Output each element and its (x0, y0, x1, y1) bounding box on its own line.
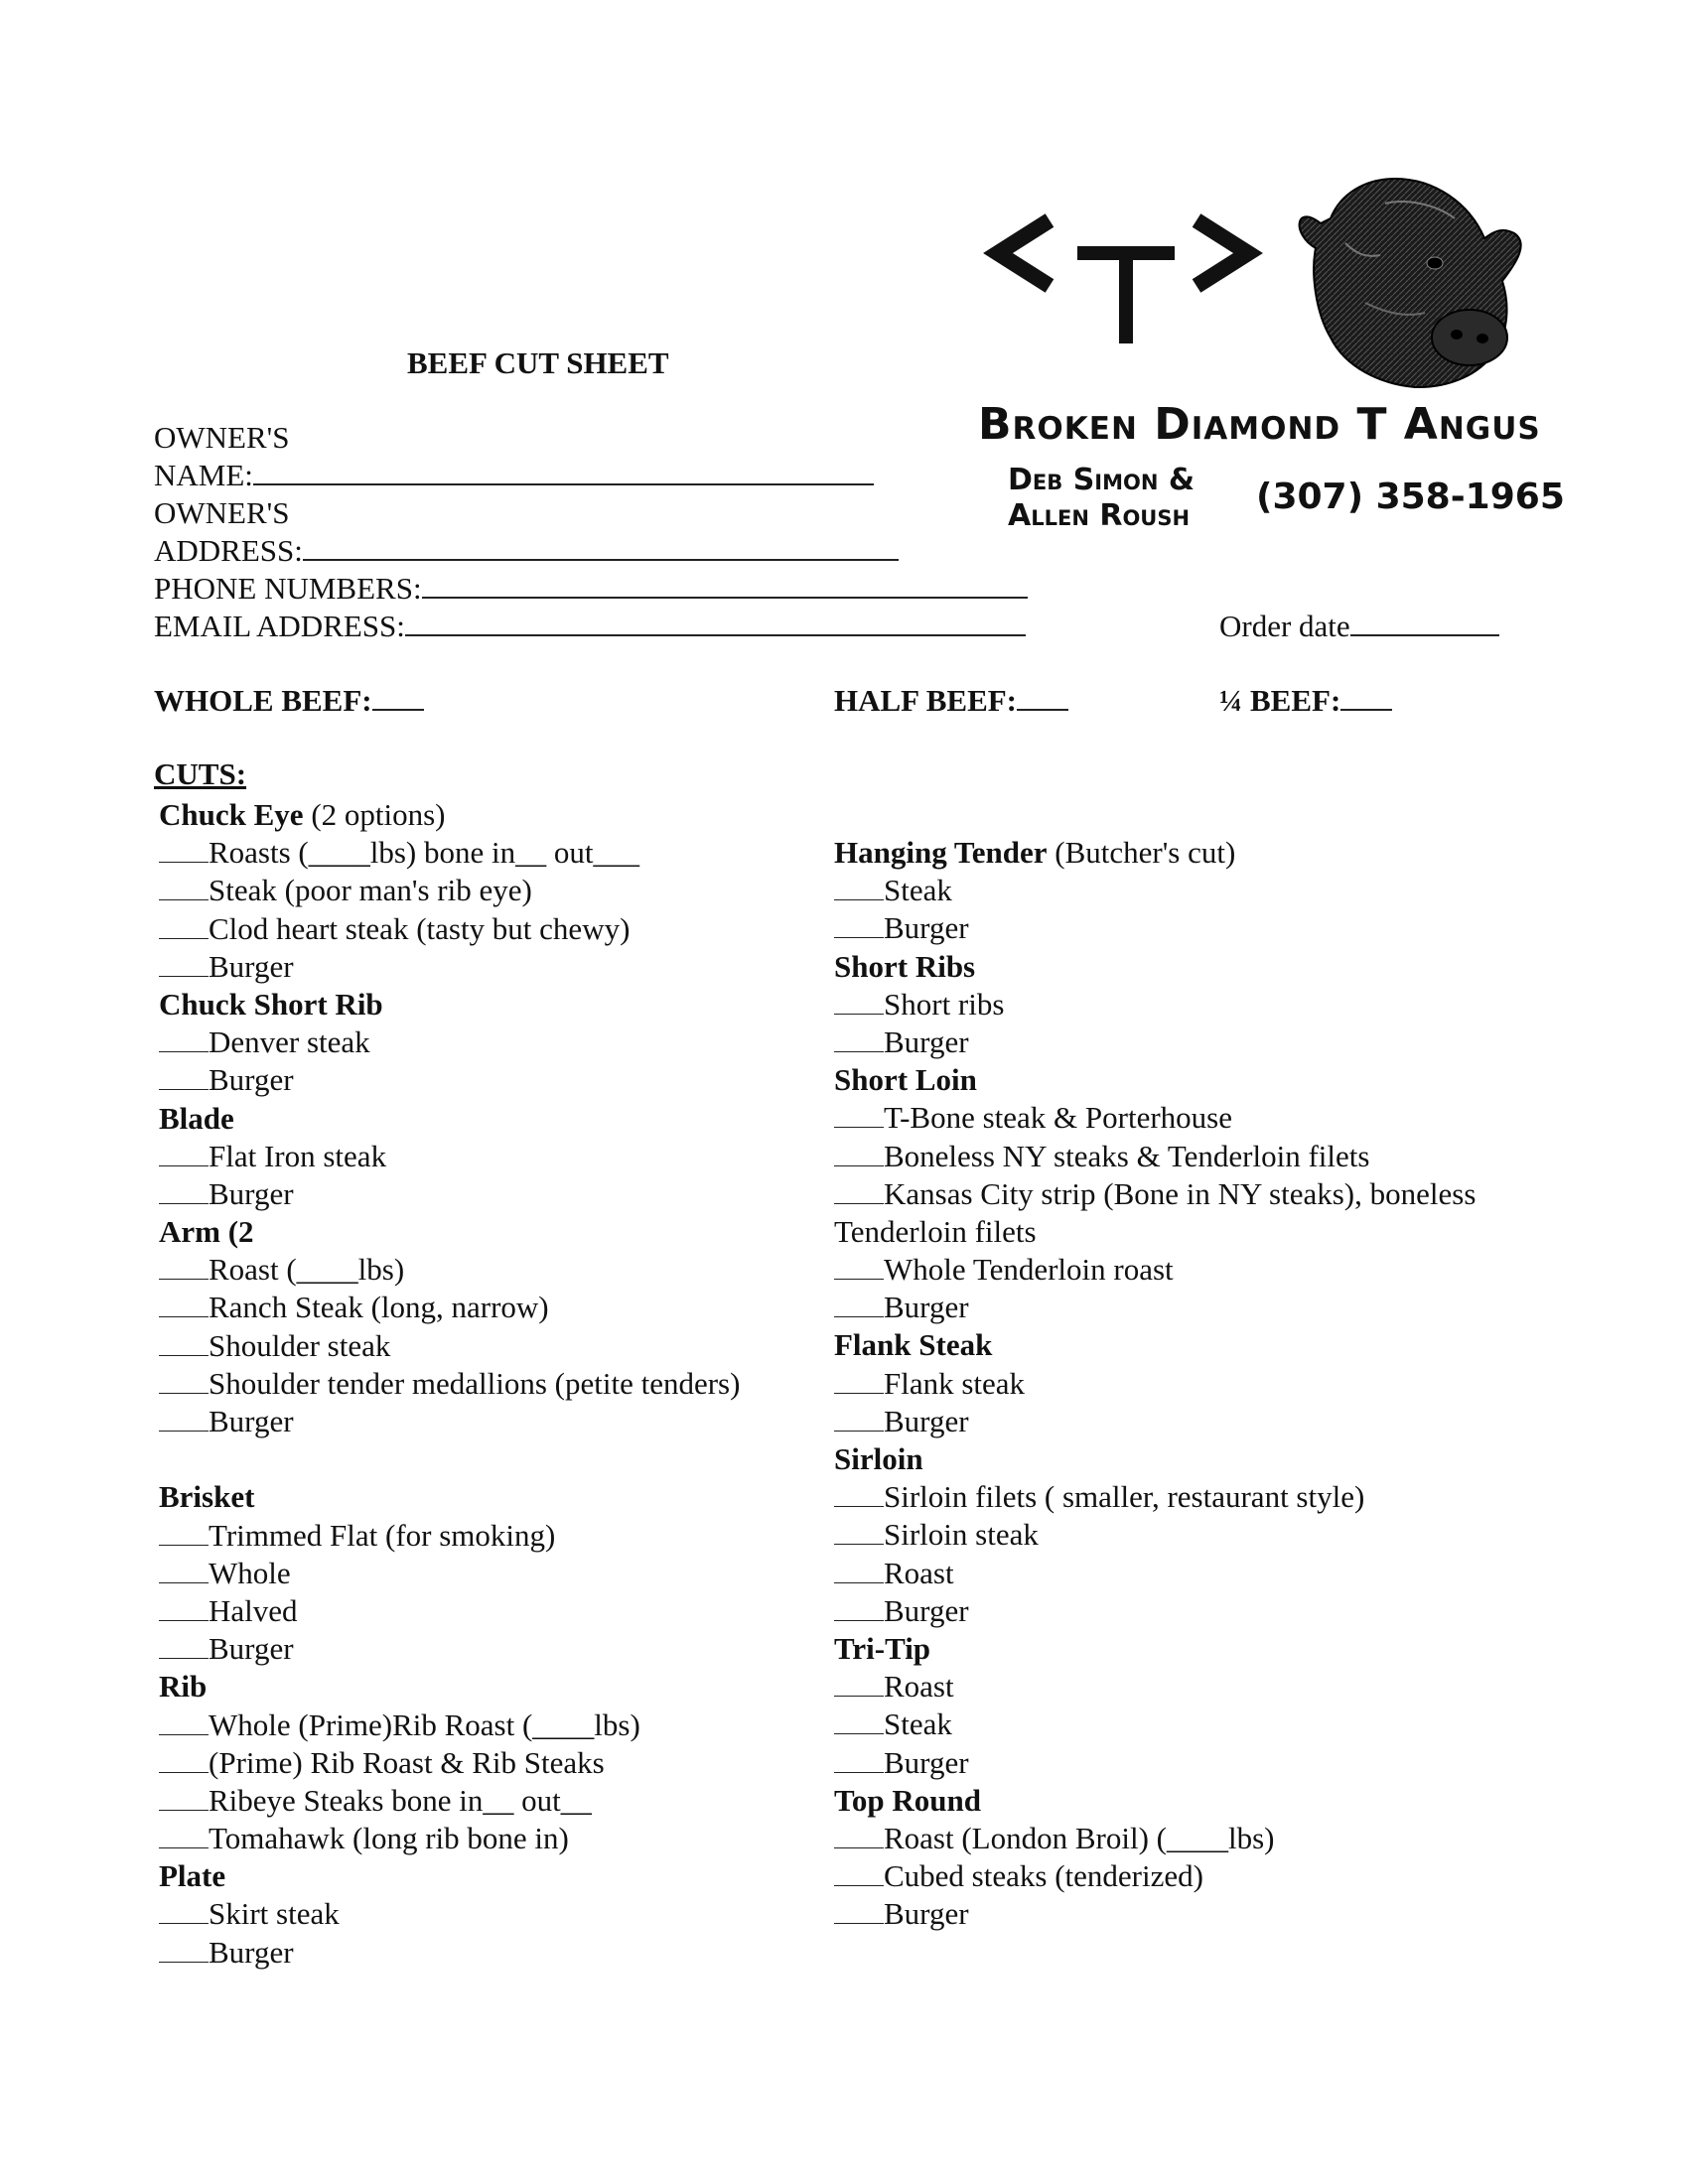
email-input[interactable] (405, 609, 1026, 636)
owner-address-field[interactable] (154, 532, 899, 570)
cuts-right-column (834, 834, 1476, 1933)
cut-option-blank[interactable] (159, 874, 209, 900)
section-label: Plate (159, 1858, 226, 1894)
cut-option-blank[interactable] (159, 1253, 209, 1280)
cut-option-label: (Prime) Rib Roast & Rib Steaks (209, 1744, 605, 1780)
cut-option-label: Sirloin steak (884, 1517, 1039, 1553)
section-note: (2 options) (303, 797, 446, 832)
cut-option-label: Whole Tenderloin roast (884, 1252, 1174, 1288)
brand-name: Broken Diamond T Angus (978, 399, 1541, 450)
owner-address-input[interactable] (303, 533, 899, 561)
cut-option-blank[interactable] (834, 874, 884, 900)
cut-option-label: Boneless NY steaks & Tenderloin filets (884, 1138, 1370, 1173)
email-field[interactable] (154, 608, 1026, 645)
section-label: Short Ribs (834, 948, 976, 984)
cut-section-heading (159, 1100, 740, 1138)
owner-address-label-line1: OWNER'S (154, 495, 290, 530)
brand-logo-icon (978, 189, 1276, 357)
cut-option-label: Flat Iron steak (209, 1138, 387, 1173)
cut-option-blank[interactable] (834, 1140, 884, 1166)
cut-section-heading (834, 948, 1476, 986)
cut-option-item[interactable] (159, 1555, 740, 1592)
cut-option-blank[interactable] (834, 1480, 884, 1507)
cut-option-blank[interactable] (834, 1859, 884, 1886)
cut-option-blank[interactable] (159, 1784, 209, 1811)
owner-name-label: NAME: (154, 458, 253, 492)
cow-head-icon (1286, 164, 1534, 392)
cut-option-blank[interactable] (159, 1177, 209, 1204)
cut-option-label: Whole (Prime)Rib Roast (____lbs) (209, 1706, 640, 1742)
cut-option-label: Denver steak (209, 1024, 370, 1060)
cut-option-item[interactable] (159, 1289, 740, 1326)
cut-option-label: Burger (884, 1290, 969, 1325)
cut-option-blank[interactable] (834, 1746, 884, 1773)
cut-option-blank[interactable] (834, 1670, 884, 1697)
whole-beef-input[interactable] (372, 683, 424, 711)
cut-option-label: Burger (209, 1062, 294, 1098)
half-beef-label: HALF BEEF: (834, 683, 1018, 718)
cut-option-label: Clod heart steak (tasty but chewy) (209, 910, 631, 946)
cut-option-item[interactable] (834, 1668, 1476, 1706)
section-label: Flank Steak (834, 1327, 993, 1363)
cut-option-item[interactable] (159, 834, 740, 872)
owner-name-field[interactable] (154, 457, 874, 494)
cut-option-blank[interactable] (159, 1291, 209, 1317)
order-date-input[interactable] (1350, 609, 1499, 636)
cut-option-item[interactable] (159, 1820, 740, 1857)
cut-option-label: Flank steak (884, 1365, 1026, 1401)
cut-option-blank[interactable] (159, 1519, 209, 1546)
cut-option-blank[interactable] (159, 1329, 209, 1356)
cut-option-label: Burger (884, 1896, 969, 1932)
cut-option-item[interactable] (834, 1895, 1476, 1933)
cut-option-item[interactable] (834, 1099, 1476, 1137)
cut-section-heading (159, 1857, 740, 1895)
cut-option-label: Roast (884, 1669, 954, 1705)
cut-option-item[interactable] (159, 1327, 740, 1365)
cut-option-blank[interactable] (159, 1367, 209, 1394)
section-label: Hanging Tender (834, 835, 1048, 870)
cut-option-item[interactable] (159, 1782, 740, 1820)
cut-option-item[interactable] (834, 1706, 1476, 1743)
cut-option-blank[interactable] (159, 1632, 209, 1659)
phone-input[interactable] (422, 571, 1028, 599)
cut-option-label: Steak (884, 873, 952, 908)
cut-option-item[interactable] (834, 1175, 1476, 1213)
section-note: (Butcher's cut) (1047, 835, 1236, 870)
cut-option-item[interactable] (159, 1630, 740, 1668)
cut-option-item[interactable] (834, 1403, 1476, 1440)
quarter-beef-label: ¼ BEEF: (1219, 683, 1341, 718)
cut-option-item[interactable] (159, 1251, 740, 1289)
phone-label: PHONE NUMBERS: (154, 571, 422, 606)
owner-address-label: ADDRESS: (154, 533, 303, 568)
cut-option-label: Trimmed Flat (for smoking) (209, 1517, 556, 1553)
cut-option-blank[interactable] (159, 836, 209, 863)
cut-option-blank[interactable] (834, 1177, 884, 1204)
cut-option-item[interactable] (159, 910, 740, 948)
cut-option-item[interactable] (834, 1138, 1476, 1175)
section-label: Chuck Short Rib (159, 986, 383, 1022)
cut-option-label: Halved (209, 1592, 298, 1628)
cut-option-blank[interactable] (834, 1518, 884, 1545)
cut-option-item[interactable] (834, 872, 1476, 909)
half-beef-option[interactable] (834, 683, 1068, 719)
cut-option-blank[interactable] (159, 950, 209, 977)
cut-section-heading (159, 986, 740, 1024)
section-label: Brisket (159, 1479, 255, 1515)
cut-option-item[interactable] (159, 1403, 740, 1440)
cut-section-heading (834, 1061, 1476, 1099)
brand-phone: (307) 358-1965 (1256, 477, 1565, 517)
cut-option-item[interactable] (159, 1061, 740, 1099)
cut-option-label: Steak (poor man's rib eye) (209, 873, 532, 908)
cut-option-item[interactable] (834, 1516, 1476, 1554)
cut-option-blank[interactable] (834, 911, 884, 938)
cut-option-blank[interactable] (834, 1025, 884, 1052)
cut-option-blank[interactable] (834, 1367, 884, 1394)
cut-option-label: Burger (884, 910, 969, 946)
cut-option-label: Shoulder tender medallions (petite tenders) (209, 1365, 741, 1401)
whole-beef-label: WHOLE BEEF: (154, 683, 372, 718)
cut-option-blank[interactable] (834, 1557, 884, 1583)
cut-section-heading (834, 1440, 1476, 1478)
cut-option-label: Burger (209, 1404, 294, 1438)
owner-name-input[interactable] (253, 458, 874, 485)
cut-option-blank[interactable] (834, 1253, 884, 1280)
cut-option-blank[interactable] (159, 1025, 209, 1052)
cut-option-label: Roasts (____lbs) bone in__ out___ (209, 835, 639, 871)
cut-option-item[interactable] (159, 1517, 740, 1555)
cut-option-item[interactable] (159, 872, 740, 909)
cut-section-heading (159, 1668, 740, 1706)
cut-continuation-text: Tenderloin filets (834, 1213, 1037, 1249)
cut-section-heading (159, 1213, 740, 1251)
cut-option-blank[interactable] (159, 1063, 209, 1090)
cut-option-item[interactable] (834, 1289, 1476, 1326)
half-beef-input[interactable] (1017, 683, 1068, 711)
cut-option-blank[interactable] (834, 1822, 884, 1848)
section-label: Short Loin (834, 1062, 977, 1098)
cut-option-item[interactable] (159, 1175, 740, 1213)
cut-option-item[interactable] (834, 1024, 1476, 1061)
cut-option-item[interactable] (159, 1934, 740, 1972)
section-label: Top Round (834, 1782, 981, 1818)
cut-option-label: Shoulder steak (209, 1327, 391, 1363)
section-label: Arm (2 (159, 1214, 254, 1250)
whole-beef-option[interactable] (154, 683, 424, 719)
cut-option-item[interactable] (159, 1706, 740, 1744)
section-label: Blade (159, 1100, 234, 1136)
spacer (159, 1440, 740, 1478)
cut-option-item[interactable] (159, 1365, 740, 1403)
cut-option-blank[interactable] (159, 1746, 209, 1773)
cut-option-label: Burger (884, 1744, 969, 1780)
cut-option-item[interactable] (159, 1895, 740, 1933)
cut-option-item[interactable] (834, 1592, 1476, 1630)
cut-option-label: Short ribs (884, 986, 1005, 1022)
cut-option-label: Burger (209, 1631, 294, 1667)
cut-option-blank[interactable] (834, 1405, 884, 1432)
cut-option-blank[interactable] (834, 1707, 884, 1734)
cut-option-blank[interactable] (159, 1140, 209, 1166)
cut-option-item[interactable] (834, 1365, 1476, 1403)
owner-name-label-line1: OWNER'S (154, 420, 290, 455)
cuts-left-column (159, 796, 740, 1972)
cut-option-label: Skirt steak (209, 1896, 340, 1932)
section-label: Chuck Eye (159, 797, 304, 832)
cut-option-label: Cubed steaks (tenderized) (884, 1858, 1203, 1894)
cut-section-heading (834, 1630, 1476, 1668)
cut-option-item[interactable] (834, 1478, 1476, 1516)
cut-option-label: Burger (209, 948, 294, 984)
cut-option-item[interactable] (159, 1592, 740, 1630)
order-date-label: Order date (1219, 609, 1350, 643)
cut-option-label: Burger (884, 1403, 969, 1438)
cut-option-label: Burger (884, 1592, 969, 1628)
cut-option-blank[interactable] (159, 1936, 209, 1963)
cut-option-item[interactable] (834, 1857, 1476, 1895)
cut-section-heading (834, 1782, 1476, 1820)
section-label: Rib (159, 1669, 208, 1705)
cut-option-blank[interactable] (159, 912, 209, 939)
cut-option-label: Tomahawk (long rib bone in) (209, 1821, 569, 1856)
cut-option-item[interactable] (159, 1024, 740, 1061)
cut-option-blank[interactable] (834, 1291, 884, 1317)
cut-option-blank[interactable] (159, 1594, 209, 1621)
section-label: Sirloin (834, 1441, 923, 1476)
cut-section-heading (159, 1478, 740, 1516)
cut-option-item[interactable] (159, 948, 740, 986)
cut-option-label: Burger (209, 1175, 294, 1211)
quarter-beef-input[interactable] (1340, 683, 1392, 711)
cut-option-blank[interactable] (834, 988, 884, 1015)
cut-option-item[interactable] (834, 909, 1476, 947)
cut-option-blank[interactable] (159, 1897, 209, 1924)
cut-option-item[interactable] (834, 1555, 1476, 1592)
cut-section-heading (834, 834, 1476, 872)
brand-owners-line2: Allen Roush (1008, 498, 1191, 533)
cut-option-item[interactable] (159, 1744, 740, 1782)
brand-owners-line1: Deb Simon & (1008, 463, 1196, 497)
page-title: BEEF CUT SHEET (407, 345, 669, 380)
phone-field[interactable] (154, 570, 1028, 608)
email-label: EMAIL ADDRESS: (154, 609, 405, 643)
cut-option-blank[interactable] (834, 1897, 884, 1924)
order-date-field[interactable] (1219, 608, 1499, 645)
cut-option-item[interactable] (834, 1251, 1476, 1289)
cut-option-label: T-Bone steak & Porterhouse (884, 1100, 1232, 1136)
cuts-heading: CUTS: (154, 756, 247, 791)
cut-option-label: Burger (209, 1934, 294, 1970)
cut-option-blank[interactable] (159, 1557, 209, 1583)
cut-option-blank[interactable] (159, 1822, 209, 1848)
cut-option-blank[interactable] (834, 1101, 884, 1128)
cut-option-blank[interactable] (834, 1594, 884, 1621)
cut-option-label: Steak (884, 1706, 952, 1742)
cut-option-label: Roast (884, 1555, 954, 1590)
quarter-beef-option[interactable] (1219, 683, 1392, 719)
brand-owners (1008, 463, 1195, 534)
cut-option-item[interactable] (159, 1138, 740, 1175)
cut-option-label: Kansas City strip (Bone in NY steaks), boneless (884, 1175, 1477, 1211)
cut-option-label: Ranch Steak (long, narrow) (209, 1290, 549, 1325)
cut-option-item[interactable] (834, 986, 1476, 1024)
cut-section-heading (159, 796, 740, 834)
section-label: Tri-Tip (834, 1630, 931, 1666)
cut-section-heading (834, 1326, 1476, 1364)
cut-option-label: Ribeye Steaks bone in__ out__ (209, 1782, 592, 1818)
cut-option-label: Sirloin filets ( smaller, restaurant style) (884, 1479, 1365, 1515)
cut-option-label: Roast (____lbs) (209, 1252, 405, 1288)
cut-option-label: Roast (London Broil) (____lbs) (884, 1820, 1275, 1855)
cut-option-item[interactable] (834, 1820, 1476, 1857)
cut-option-blank[interactable] (159, 1708, 209, 1735)
cut-option-label: Whole (209, 1555, 291, 1590)
cut-option-blank[interactable] (159, 1405, 209, 1432)
cut-option-label: Burger (884, 1024, 969, 1059)
cut-option-item[interactable] (834, 1744, 1476, 1782)
